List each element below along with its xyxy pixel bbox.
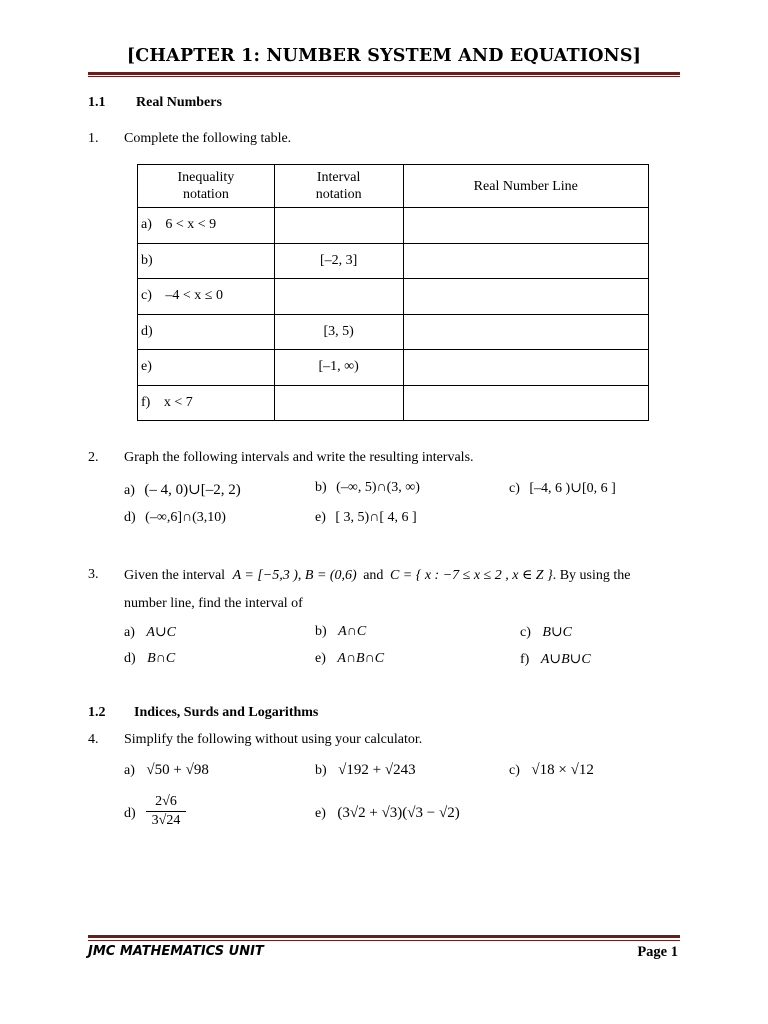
table-row xyxy=(138,243,649,279)
q4-item-e xyxy=(315,805,460,822)
item-expr: √50 + √98 xyxy=(146,762,209,778)
inequality-cell xyxy=(138,350,275,386)
item-label: c) xyxy=(509,763,520,778)
item-label: a) xyxy=(124,763,135,778)
q4-item-a xyxy=(124,762,209,779)
number-line-cell xyxy=(403,208,648,244)
header-rule-thin xyxy=(88,76,680,77)
item-expr: [ 3, 5)∩[ 4, 6 ] xyxy=(335,510,417,525)
item-label: b) xyxy=(315,480,327,495)
item-expr: [–4, 6 )∪[0, 6 ] xyxy=(529,481,616,496)
question-number: 2. xyxy=(88,450,99,465)
q3-item-d xyxy=(124,651,175,667)
interval-cell xyxy=(274,279,403,315)
q2-item-a xyxy=(124,480,241,499)
question-text-line2: number line, find the interval of xyxy=(124,596,303,611)
section-title: Indices, Surds and Logarithms xyxy=(134,705,319,720)
question-text: Complete the following table. xyxy=(124,131,292,146)
question-number: 4. xyxy=(88,732,99,747)
item-expr: (–∞,6]∩(3,10) xyxy=(145,510,226,525)
item-expr: A∩B∩C xyxy=(337,651,385,666)
item-expr: B∪C xyxy=(542,625,573,640)
item-label: c) xyxy=(509,481,520,496)
notation-table xyxy=(137,164,649,421)
q3-text-before: Given the interval xyxy=(124,568,226,583)
item-expr: A∪B∪C xyxy=(540,652,591,667)
item-expr: (3√2 + √3)(√3 − √2) xyxy=(337,805,460,821)
item-label: d) xyxy=(124,510,136,525)
table-row xyxy=(138,350,649,386)
inequality-cell xyxy=(138,208,275,244)
q3-item-f xyxy=(520,651,591,668)
item-label: b) xyxy=(315,763,327,778)
footer-unit-name: JMC MATHEMATICS UNIT xyxy=(88,944,264,959)
number-line-cell xyxy=(403,350,648,386)
item-label: a) xyxy=(124,625,135,640)
item-expr: (–∞, 5)∩(3, ∞) xyxy=(336,480,420,495)
item-expr: B∩C xyxy=(147,651,176,666)
table-row xyxy=(138,385,649,421)
question-text: Simplify the following without using your calculator. xyxy=(124,732,423,747)
question-text-line1 xyxy=(124,567,630,584)
item-expr: √18 × √12 xyxy=(531,762,594,778)
interval-cell: [–2, 3] xyxy=(274,243,403,279)
item-expr: (– 4, 0)∪[–2, 2) xyxy=(144,482,241,498)
item-label: e) xyxy=(315,510,326,525)
footer-rule-thick xyxy=(88,935,680,938)
inequality-cell xyxy=(138,279,275,315)
q3-item-e xyxy=(315,651,384,667)
table-header-row xyxy=(138,165,649,208)
header-rule-thick xyxy=(88,72,680,75)
item-expr: A∩C xyxy=(338,624,367,639)
page-number: Page 1 xyxy=(637,944,678,960)
q3-item-b xyxy=(315,624,366,640)
inequality-value: 6 < x < 9 xyxy=(165,217,217,233)
number-line-cell xyxy=(403,243,648,279)
inequality-cell xyxy=(138,385,275,421)
inequality-cell xyxy=(138,314,275,350)
section-number: 1.1 xyxy=(88,95,106,110)
row-label: d) xyxy=(141,323,153,339)
item-label: e) xyxy=(315,651,326,666)
inequality-value: –4 < x ≤ 0 xyxy=(165,288,223,304)
item-label: b) xyxy=(315,624,327,639)
item-label: f) xyxy=(520,652,530,667)
footer-rule-thin xyxy=(88,940,680,941)
question-text: Graph the following intervals and write the resulting intervals. xyxy=(124,450,474,465)
header-inequality-text: Inequality notation xyxy=(177,170,235,202)
header-interval xyxy=(274,165,403,208)
q3-item-a xyxy=(124,624,176,641)
q3-text-after: . By using the xyxy=(552,568,631,583)
q4-item-c xyxy=(509,762,594,779)
item-label: c) xyxy=(520,625,531,640)
q2-item-d xyxy=(124,510,226,526)
item-expr: A∪C xyxy=(146,625,177,640)
q4-item-d-label: d) xyxy=(124,806,136,821)
fraction-numerator: 2√6 xyxy=(155,794,177,809)
question-number: 1. xyxy=(88,131,99,146)
item-expr: √192 + √243 xyxy=(338,762,416,778)
inequality-value: x < 7 xyxy=(163,394,193,410)
row-label: e) xyxy=(141,359,152,375)
interval-cell: [3, 5) xyxy=(274,314,403,350)
inequality-cell xyxy=(138,243,275,279)
comma: , xyxy=(297,568,305,583)
table-row xyxy=(138,279,649,315)
q2-item-c xyxy=(509,480,616,497)
header-number-line-text: Real Number Line xyxy=(473,178,578,194)
set-c: C = { x : −7 ≤ x ≤ 2 , x ∈ Z } xyxy=(389,568,553,583)
chapter-title: [CHAPTER 1: NUMBER SYSTEM AND EQUATIONS] xyxy=(126,46,642,66)
header-number-line xyxy=(403,165,648,208)
table-row xyxy=(138,208,649,244)
section-title: Real Numbers xyxy=(136,95,222,110)
header-inequality xyxy=(138,165,275,208)
q3-item-c xyxy=(520,624,572,641)
q4-item-d-fraction xyxy=(146,794,186,829)
fraction-denominator: 3√24 xyxy=(151,813,181,828)
question-number: 3. xyxy=(88,567,99,582)
header-interval-text: Interval notation xyxy=(315,170,362,202)
set-b: B = (0,6) xyxy=(304,568,357,583)
section-number: 1.2 xyxy=(88,705,106,720)
number-line-cell xyxy=(403,385,648,421)
item-label: e) xyxy=(315,806,326,821)
interval-cell: [–1, ∞) xyxy=(274,350,403,386)
item-label: a) xyxy=(124,483,135,498)
row-label: c) xyxy=(141,288,152,304)
and-word: and xyxy=(363,568,384,583)
fraction-bar xyxy=(146,811,186,812)
interval-cell xyxy=(274,208,403,244)
number-line-cell xyxy=(403,314,648,350)
row-label: b) xyxy=(141,252,153,268)
set-a: A = [−5,3 ) xyxy=(232,568,298,583)
number-line-cell xyxy=(403,279,648,315)
row-label: a) xyxy=(141,217,152,233)
item-label: d) xyxy=(124,651,136,666)
q2-item-e xyxy=(315,510,417,526)
row-label: f) xyxy=(141,394,151,410)
q4-item-b xyxy=(315,762,416,779)
interval-cell xyxy=(274,385,403,421)
q2-item-b xyxy=(315,480,420,496)
table-row xyxy=(138,314,649,350)
